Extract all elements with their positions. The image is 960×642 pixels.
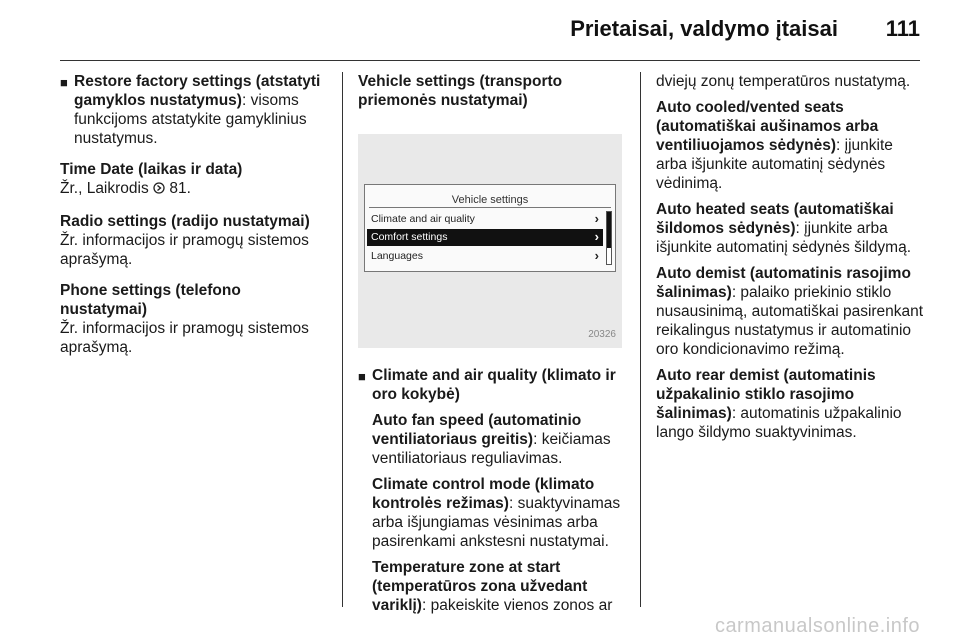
section-heading: Phone settings (telefono nustatymai) [60,282,241,318]
chevron-right-icon: › [594,229,599,244]
section-heading: Radio settings (radijo nustatymai) [60,213,310,230]
menu-item-comfort-selected: Comfort settings › [367,229,603,246]
page-number: 111 [885,16,920,41]
auto-cooled-seats-item: Auto cooled/vented seats (automatiškai aušinamos arba ventiliuojamos sėdynės): įjunkite arba išjunkite automatinį sėdynės vėdinimą. [656,99,893,192]
climate-air-quality-item: ■ Climate and air quality (klimato ir oro kokybė) [358,367,616,403]
phone-settings-section: Phone settings (telefono nustatymai) Žr. informacijos ir pramogų sistemos aprašymą. [60,281,328,357]
auto-heated-seats-item: Auto heated seats (automatiškai šildomos sėdynės): įjunkite arba išjunkite automatinį sėdynės šildymą. [656,201,912,256]
panel-title: Vehicle settings [451,194,529,206]
time-date-section: Time Date (laikas ir data) Žr., Laikrodis 81. [60,160,328,200]
column-3 [656,72,926,449]
column-2 [358,72,626,615]
section-heading: Vehicle settings (transporto priemonės nustatymai) [358,73,563,109]
arrow-reference-icon [153,181,165,200]
section-heading: Time Date (laikas ir data) [60,161,243,178]
column-divider [640,72,641,607]
climate-control-mode-item: Climate control mode (klimato kontrolės režimas): suaktyvinamas arba išjungiamas vėsinimas arba pasirenkami ankstesni nustatymai. [372,476,621,550]
auto-rear-demist-item: Auto rear demist (automatinis užpakalinio stiklo rasojimo šalinimas): automatinis užpakalinio lango šildymo suaktyvinimas. [656,367,902,441]
vehicle-settings-screenshot [358,134,622,348]
temperature-zone-item: Temperature zone at start (temperatūros zona užvedant variklį): pakeiskite vienos zonos ar [372,559,613,614]
image-code: 20326 [588,329,616,340]
restore-factory-settings-item: ■ Restore factory settings (atstatyti gamyklos nustatymus): visoms funkcijoms atstatykite gamyklinius nustatymus. [60,73,321,147]
scrollbar [606,211,612,265]
continued-text: dviejų zonų temperatūros nustatymą. [656,73,911,90]
radio-settings-section: Radio settings (radijo nustatymai) Žr. informacijos ir pramogų sistemos aprašymą. [60,212,328,269]
auto-fan-speed-item: Auto fan speed (automatinio ventiliatoriaus greitis): keičiamas ventiliatoriaus reguliavimas. [372,412,611,467]
bullet-square-icon: ■ [60,75,68,90]
bullet-square-icon: ■ [358,369,366,384]
menu-item-languages: Languages › [371,248,599,263]
column-1 [60,72,328,369]
watermark: carmanualsonline.info [714,615,920,637]
panel-divider [369,207,611,208]
chevron-right-icon: › [594,248,599,263]
column-divider [342,72,343,607]
page-title: Prietaisai, valdymo įtaisai [570,16,838,41]
scrollbar-thumb [607,212,611,248]
chevron-right-icon: › [594,211,599,226]
header-divider [60,60,920,61]
auto-demist-item: Auto demist (automatinis rasojimo šalinimas): palaiko priekinio stiklo nusausinimą, automatiškai pasirenkant reikalingus nustatymus ir automatinio oro kondicionavimo režimą. [656,265,924,358]
settings-panel [364,184,616,272]
menu-item-climate: Climate and air quality › [371,211,599,226]
